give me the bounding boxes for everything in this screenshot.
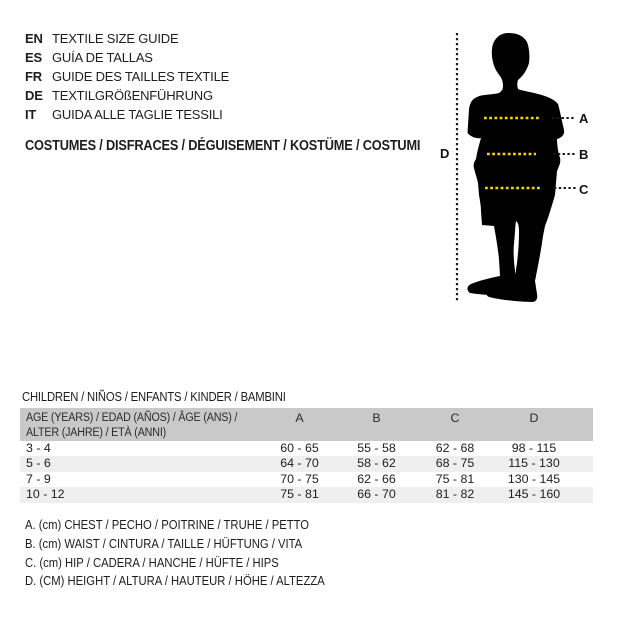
language-label: TEXTILE SIZE GUIDE [52, 31, 179, 46]
child-silhouette-figure [430, 25, 590, 310]
category-title-text: COSTUMES / DISFRACES / DÉGUISEMENT / KOSTÜME / COSTUMI [25, 138, 421, 154]
language-label: TEXTILGRÖßENFÜHRUNG [52, 88, 213, 103]
row-filler [574, 472, 593, 487]
language-list [25, 29, 229, 124]
language-code: IT [25, 107, 37, 122]
legend-item-hip [25, 554, 366, 573]
hip-cell: 75 - 81 [435, 471, 475, 486]
column-header-d: D [529, 411, 539, 425]
age-header-line2: ALTER (JAHRE) / ETÀ (ANNI) [26, 424, 167, 439]
hip-cell: 68 - 75 [435, 456, 475, 471]
table-row [20, 456, 593, 471]
legend-text: C. (cm) HIP / CADERA / HANCHE / HÜFTE / HIPS [25, 554, 279, 570]
age-cell: 10 - 12 [26, 487, 65, 502]
hip-cell: 81 - 82 [435, 487, 475, 502]
language-label: GUIDA ALLE TAGLIE TESSILI [52, 107, 223, 122]
table-row [20, 487, 593, 502]
child-silhouette [467, 33, 564, 302]
measurement-legend [25, 516, 366, 591]
language-code: ES [25, 50, 42, 65]
language-label: GUÍA DE TALLAS [52, 50, 153, 65]
language-label: GUIDE DES TAILLES TEXTILE [52, 69, 230, 84]
waist-cell: 55 - 58 [357, 441, 396, 455]
language-row-es [25, 48, 229, 67]
column-header-b: B [372, 411, 381, 425]
size-table [20, 408, 593, 503]
legend-item-waist [25, 535, 366, 554]
size-table-header [20, 408, 593, 441]
legend-item-chest [25, 516, 366, 535]
row-filler [574, 487, 593, 502]
age-cell: 7 - 9 [26, 471, 51, 486]
column-header-a: A [295, 411, 304, 425]
language-row-de [25, 86, 229, 105]
language-row-fr [25, 67, 229, 86]
waist-cell: 58 - 62 [357, 456, 396, 471]
waist-cell: 66 - 70 [357, 487, 396, 502]
legend-text: A. (cm) CHEST / PECHO / POITRINE / TRUHE / PETTO [25, 517, 310, 532]
measure-label-c: C [579, 182, 589, 197]
age-cell: 3 - 4 [26, 441, 51, 455]
hip-cell: 62 - 68 [435, 441, 475, 455]
row-filler [574, 441, 593, 456]
section-title-text: CHILDREN / NIÑOS / ENFANTS / KINDER / BAMBINI [22, 389, 286, 404]
waist-cell: 62 - 66 [357, 471, 396, 486]
language-row-en [25, 29, 229, 48]
age-cell: 5 - 6 [26, 456, 51, 471]
language-code: FR [25, 69, 42, 84]
measure-label-b: B [579, 147, 589, 162]
measure-label-d: D [440, 146, 450, 161]
language-code: DE [25, 88, 43, 103]
legend-text: D. (CM) HEIGHT / ALTURA / HAUTEUR / HÖHE / ALTEZZA [25, 573, 325, 589]
row-filler [574, 456, 593, 471]
height-cell: 130 - 145 [507, 471, 561, 486]
legend-text: B. (cm) WAIST / CINTURA / TAILLE / HÜFTUNG / VITA [25, 535, 303, 551]
measure-label-a: A [579, 111, 589, 126]
height-cell: 145 - 160 [507, 487, 561, 502]
language-row-it [25, 105, 229, 124]
legend-item-height [25, 572, 366, 591]
height-cell: 98 - 115 [511, 441, 557, 455]
age-header-line1: AGE (YEARS) / EDAD (AÑOS) / ÂGE (ANS) / [26, 410, 238, 424]
chest-cell: 75 - 81 [280, 487, 319, 502]
age-column-header [20, 408, 262, 439]
chest-cell: 70 - 75 [280, 471, 319, 486]
chest-cell: 60 - 65 [280, 441, 319, 455]
chest-cell: 64 - 70 [280, 456, 319, 471]
height-cell: 115 - 130 [508, 456, 560, 471]
category-title [25, 138, 474, 154]
table-row [20, 441, 593, 456]
table-row [20, 472, 593, 487]
column-header-c: C [450, 411, 460, 425]
section-title-children [22, 389, 322, 404]
language-code: EN [25, 31, 43, 46]
